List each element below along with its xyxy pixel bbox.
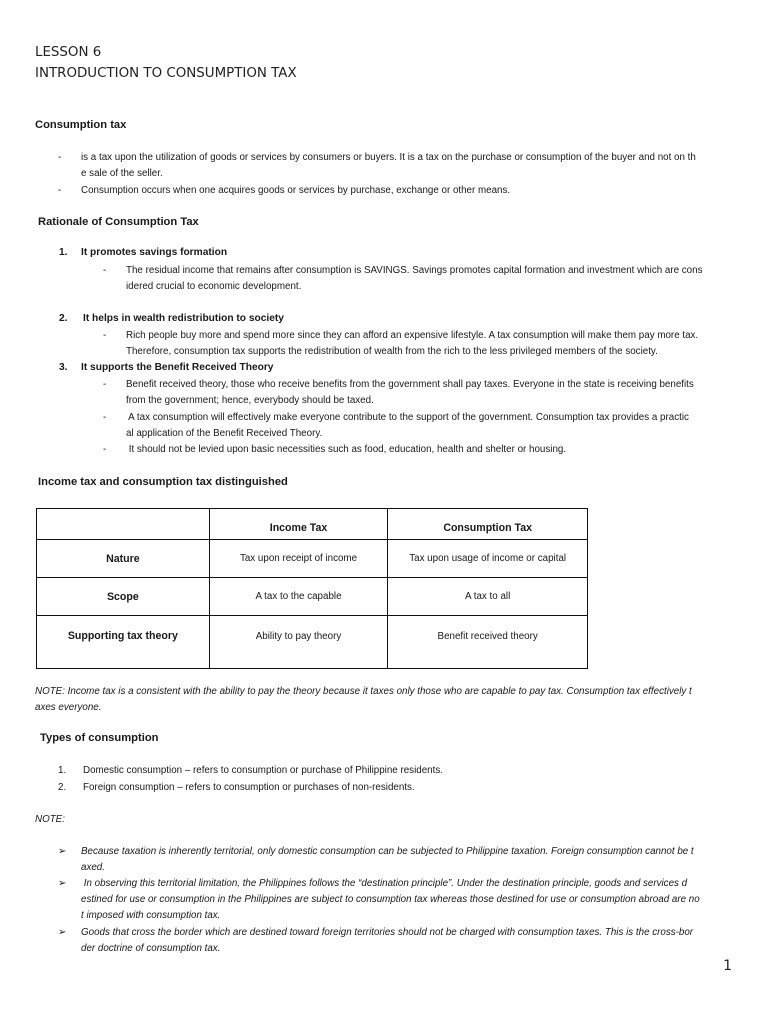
- table-cell: A tax to all: [388, 578, 588, 616]
- bullet-dash: -: [103, 379, 107, 390]
- cross-border-note-line2: der doctrine of consumption tax.: [81, 943, 221, 954]
- rationale-1-title: It promotes savings formation: [81, 247, 228, 258]
- page-number: 1: [723, 958, 732, 974]
- arrow-bullet-icon: ➢: [58, 846, 67, 857]
- table-cell: Benefit received theory: [388, 616, 588, 669]
- table-header-cell-empty: [37, 509, 210, 540]
- lesson-title: INTRODUCTION TO CONSUMPTION TAX: [35, 66, 297, 81]
- rationale-2-number: 2.: [59, 313, 68, 324]
- table-cell: Ability to pay theory: [209, 616, 388, 669]
- table-row: [37, 616, 588, 669]
- table-header-consumption-tax: Consumption Tax: [388, 509, 588, 540]
- wealth-text-line2: Therefore, consumption tax supports the redistribution of wealth from the rich to the less privileged members of the society.: [126, 346, 658, 357]
- consumption-occurs-text: Consumption occurs when one acquires goods or services by purchase, exchange or other means.: [81, 185, 511, 196]
- consumption-tax-heading: Consumption tax: [35, 119, 127, 131]
- savings-text-line1: The residual income that remains after consumption is SAVINGS. Savings promotes capital formation and investment which are cons: [126, 265, 703, 276]
- distinguished-heading: Income tax and consumption tax distinguished: [38, 476, 288, 488]
- consumption-tax-definition-line1: is a tax upon the utilization of goods or services by consumers or buyers. It is a tax on the purchase or consumption of the buyer and not on th: [81, 152, 696, 163]
- benefit-theory-text-line2: from the government; hence, everybody should be taxed.: [126, 395, 374, 406]
- income-tax-note-line2: axes everyone.: [35, 702, 102, 713]
- territorial-note-line1: Because taxation is inherently territorial, only domestic consumption can be subjected to Philippine taxation. Foreign consumption cannot be t: [81, 846, 694, 857]
- arrow-bullet-icon: ➢: [58, 927, 67, 938]
- domestic-consumption-text: Domestic consumption – refers to consumption or purchase of Philippine residents.: [83, 765, 443, 776]
- types-2-number: 2.: [58, 782, 67, 793]
- contribute-text-line2: al application of the Benefit Received Theory.: [126, 428, 323, 439]
- lesson-number: LESSON 6: [35, 45, 102, 60]
- foreign-consumption-text: Foreign consumption – refers to consumption or purchases of non-residents.: [83, 782, 415, 793]
- rationale-heading: Rationale of Consumption Tax: [38, 216, 199, 228]
- table-row: [37, 578, 588, 616]
- destination-note-line2: estined for use or consumption in the Philippines are subject to consumption tax whereas those destined for use or consumption abroad are no: [81, 894, 700, 905]
- arrow-bullet-icon: ➢: [58, 878, 67, 889]
- rationale-3-number: 3.: [59, 362, 68, 373]
- table-cell: Tax upon receipt of income: [209, 540, 388, 578]
- rationale-2-title: It helps in wealth redistribution to society: [83, 313, 284, 324]
- destination-note-line3: t imposed with consumption tax.: [81, 910, 221, 921]
- bullet-dash: -: [103, 412, 107, 423]
- types-heading: Types of consumption: [40, 732, 159, 744]
- table-row-label-scope: Scope: [37, 578, 210, 616]
- income-tax-note-line1: NOTE: Income tax is a consistent with the ability to pay the theory because it taxes only those who are capable to pay tax. Consumption tax effectively t: [35, 686, 692, 697]
- bullet-dash: -: [58, 152, 62, 163]
- consumption-tax-definition-line2: e sale of the seller.: [81, 168, 163, 179]
- comparison-table: [36, 508, 588, 669]
- contribute-text-line1: A tax consumption will effectively make everyone contribute to the support of the government. Consumption tax provides a practic: [126, 412, 689, 423]
- necessities-text: It should not be levied upon basic necessities such as food, education, health and shelter or housing.: [126, 444, 567, 455]
- bullet-dash: -: [58, 185, 62, 196]
- bullet-dash: -: [103, 265, 107, 276]
- types-1-number: 1.: [58, 765, 67, 776]
- table-row-label-nature: Nature: [37, 540, 210, 578]
- territorial-note-line2: axed.: [81, 862, 105, 873]
- note-label: NOTE:: [35, 814, 65, 825]
- wealth-text-line1: Rich people buy more and spend more since they can afford an expensive lifestyle. A tax consumption will make them pay more tax.: [126, 330, 699, 341]
- benefit-theory-text-line1: Benefit received theory, those who receive benefits from the government shall pay taxes. Everyone in the state is receiving benefits: [126, 379, 694, 390]
- bullet-dash: -: [103, 330, 107, 341]
- table-row: [37, 540, 588, 578]
- table-cell: A tax to the capable: [209, 578, 388, 616]
- rationale-3-title: It supports the Benefit Received Theory: [81, 362, 274, 373]
- cross-border-note-line1: Goods that cross the border which are destined toward foreign territories should not be charged with consumption taxes. This is the cross-bor: [81, 927, 694, 938]
- table-cell: Tax upon usage of income or capital: [388, 540, 588, 578]
- table-row-label-theory: Supporting tax theory: [37, 616, 210, 669]
- bullet-dash: -: [103, 444, 107, 455]
- destination-note-line1: In observing this territorial limitation, the Philippines follows the “destination principle”. Under the destination principle, goods and services d: [81, 878, 688, 889]
- rationale-1-number: 1.: [59, 247, 68, 258]
- table-header-row: [37, 509, 588, 540]
- table-header-income-tax: Income Tax: [209, 509, 388, 540]
- savings-text-line2: idered crucial to economic development.: [126, 281, 302, 292]
